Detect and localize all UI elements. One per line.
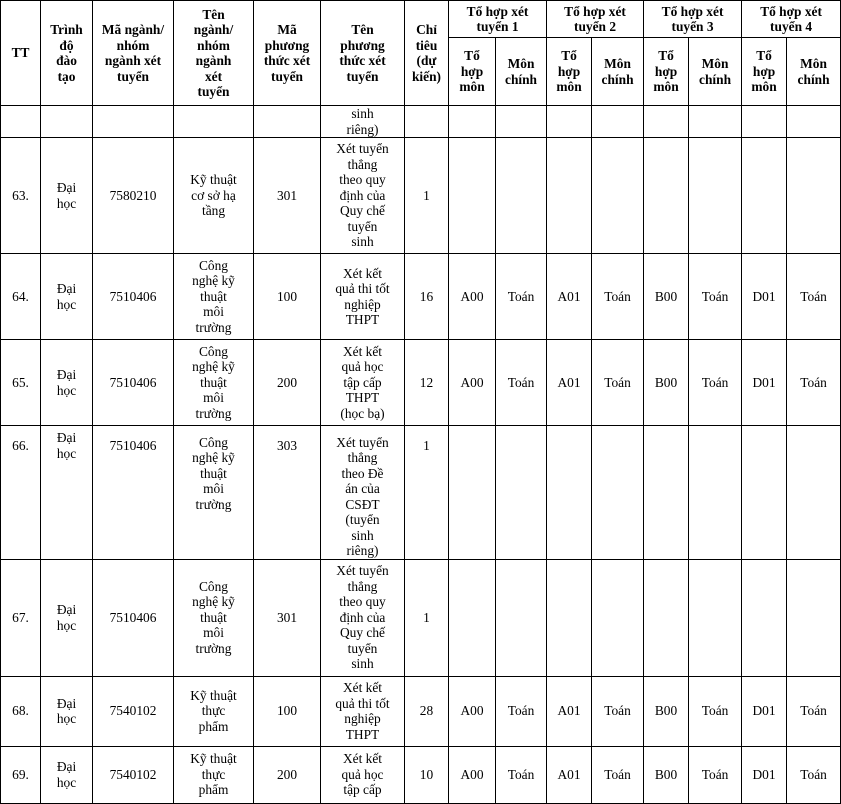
row-number xyxy=(1,254,41,340)
training-level xyxy=(41,676,93,746)
row-number xyxy=(1,340,41,426)
main-subject-3 xyxy=(689,676,742,746)
method-code xyxy=(254,106,321,138)
quota-text: 1 xyxy=(423,438,430,453)
main-subject-4 xyxy=(787,340,841,426)
combo-1 xyxy=(449,676,496,746)
major-code-text: 7540102 xyxy=(109,703,157,719)
header-mon-chinh: Môn chính xyxy=(689,38,742,106)
header-to-hop-2: Tổ hợp xét tuyển 2 xyxy=(547,1,644,38)
main-subject-3-text: Toán xyxy=(701,766,729,782)
training-level-text: Đại học xyxy=(56,695,77,726)
main-subject-1 xyxy=(496,254,547,340)
combo-3 xyxy=(644,676,689,746)
major-name-text: Công nghệ kỹ thuật môi trường xyxy=(192,257,235,335)
main-subject-1 xyxy=(496,106,547,138)
main-subject-4-text: Toán xyxy=(800,288,827,304)
main-subject-2-text: Toán xyxy=(604,703,631,719)
header-ma-nganh: Mã ngành/ nhóm ngành xét tuyển xyxy=(93,1,174,106)
combo-1 xyxy=(449,138,496,254)
main-subject-3 xyxy=(689,340,742,426)
combo-4-text: D01 xyxy=(752,766,776,782)
main-subject-1-text: Toán xyxy=(507,374,535,390)
training-level-text: Đại học xyxy=(56,759,77,790)
main-subject-1-text: Toán xyxy=(507,288,535,304)
table-header xyxy=(1,1,841,106)
main-subject-3 xyxy=(689,466,742,560)
method-code-text: 100 xyxy=(276,288,298,304)
table-row xyxy=(1,426,841,466)
main-subject-1 xyxy=(496,466,547,560)
combo-2 xyxy=(547,138,592,254)
major-code-text: 7510406 xyxy=(109,609,157,625)
method-name-text: Xét kết quả thi tốt nghiệp THPT xyxy=(335,265,390,327)
table-row xyxy=(1,559,841,676)
combo-3 xyxy=(644,426,689,466)
major-name xyxy=(174,254,254,340)
major-code xyxy=(93,676,174,746)
method-name-text: Xét kết quả học tập cấp THPT (học bạ) xyxy=(340,343,385,421)
quota-text: 12 xyxy=(419,374,434,390)
combo-1-text: A00 xyxy=(460,288,484,304)
method-code-text: 200 xyxy=(276,374,298,390)
quota xyxy=(405,138,449,254)
major-name-text: Công nghệ kỹ thuật môi trường xyxy=(192,343,235,421)
header-to-hop-1: Tổ hợp xét tuyển 1 xyxy=(449,1,547,38)
method-name xyxy=(321,746,405,803)
table-row xyxy=(1,676,841,746)
training-level-text: Đại học xyxy=(56,180,77,211)
combo-4-text: D01 xyxy=(752,703,776,719)
main-subject-4 xyxy=(787,746,841,803)
combo-1 xyxy=(449,746,496,803)
quota xyxy=(405,254,449,340)
row-number-text: 66. xyxy=(12,438,29,453)
major-name xyxy=(174,340,254,426)
major-name xyxy=(174,426,254,466)
major-name-text: Công nghệ kỹ thuật môi trường xyxy=(192,578,235,656)
major-name xyxy=(174,676,254,746)
combo-1-text: A00 xyxy=(460,374,484,390)
major-code-text: 7580210 xyxy=(109,187,157,203)
training-level-text: Đại học xyxy=(56,367,77,398)
row-number xyxy=(1,676,41,746)
training-level xyxy=(41,559,93,676)
method-name-text: theo Đề án của CSĐT (tuyển sinh riêng) xyxy=(341,465,384,558)
main-subject-1-text: Toán xyxy=(507,766,535,782)
method-code xyxy=(254,426,321,466)
main-subject-1 xyxy=(496,559,547,676)
main-subject-2 xyxy=(592,466,644,560)
main-subject-1 xyxy=(496,340,547,426)
method-name-text: Xét tuyển thẳng theo quy định của Quy chế tuyển sinh xyxy=(336,141,389,250)
method-name-text: Xét tuyển thẳng theo quy định của Quy chế tuyển sinh xyxy=(336,563,389,672)
table-row xyxy=(1,106,841,138)
row-number-text: 64. xyxy=(12,288,29,304)
main-subject-1 xyxy=(496,426,547,466)
training-level xyxy=(41,254,93,340)
combo-1 xyxy=(449,559,496,676)
quota xyxy=(405,676,449,746)
main-subject-4 xyxy=(787,106,841,138)
major-name-text: Kỹ thuật cơ sở hạ tầng xyxy=(190,172,237,219)
combo-3 xyxy=(644,254,689,340)
major-code-text: 7510406 xyxy=(109,374,157,390)
main-subject-3 xyxy=(689,138,742,254)
method-name-text: Xét kết quả thi tốt nghiệp THPT xyxy=(335,680,390,742)
major-name-text: Kỹ thuật thực phẩm xyxy=(190,687,237,734)
combo-3 xyxy=(644,340,689,426)
major-name-text: Kỹ thuật thực phẩm xyxy=(190,751,237,798)
main-subject-4-text: Toán xyxy=(800,703,827,719)
combo-4-text: D01 xyxy=(752,374,776,390)
header-ten-nganh: Tên ngành/ nhóm ngành xét tuyển xyxy=(174,1,254,106)
method-code-text: 200 xyxy=(276,766,298,782)
combo-2-text: A01 xyxy=(557,374,581,390)
combo-1 xyxy=(449,254,496,340)
method-code xyxy=(254,676,321,746)
major-name xyxy=(174,746,254,803)
row-number xyxy=(1,138,41,254)
combo-1 xyxy=(449,106,496,138)
method-name xyxy=(321,466,405,560)
training-level xyxy=(41,466,93,560)
training-level-text: Đại học xyxy=(56,281,77,312)
combo-1 xyxy=(449,426,496,466)
main-subject-3-text: Toán xyxy=(701,703,729,719)
combo-2 xyxy=(547,466,592,560)
method-code-text: 303 xyxy=(276,438,298,453)
major-code-text: 7510406 xyxy=(109,438,157,453)
quota xyxy=(405,340,449,426)
header-to-hop-mon: Tổ hợp môn xyxy=(644,38,689,106)
header-to-hop-4: Tổ hợp xét tuyển 4 xyxy=(742,1,841,38)
row-number-text: 63. xyxy=(12,187,29,203)
main-subject-4-text: Toán xyxy=(800,766,827,782)
row-number xyxy=(1,466,41,560)
major-code-text: 7510406 xyxy=(109,288,157,304)
main-subject-4 xyxy=(787,559,841,676)
combo-4 xyxy=(742,746,787,803)
combo-2 xyxy=(547,106,592,138)
quota xyxy=(405,559,449,676)
combo-2 xyxy=(547,340,592,426)
combo-4 xyxy=(742,138,787,254)
main-subject-2 xyxy=(592,559,644,676)
method-code xyxy=(254,559,321,676)
combo-2 xyxy=(547,254,592,340)
combo-1 xyxy=(449,466,496,560)
combo-2-text: A01 xyxy=(557,288,581,304)
combo-3-text: B00 xyxy=(654,766,678,782)
header-to-hop-mon: Tổ hợp môn xyxy=(547,38,592,106)
combo-2 xyxy=(547,676,592,746)
main-subject-2 xyxy=(592,426,644,466)
main-subject-1-text: Toán xyxy=(507,703,535,719)
combo-2-text: A01 xyxy=(557,766,581,782)
row-number-text: 67. xyxy=(12,609,29,625)
major-name xyxy=(174,466,254,560)
combo-4 xyxy=(742,254,787,340)
main-subject-4 xyxy=(787,426,841,466)
combo-4 xyxy=(742,559,787,676)
row-number-text: 65. xyxy=(12,374,29,390)
quota xyxy=(405,106,449,138)
combo-3 xyxy=(644,559,689,676)
main-subject-3 xyxy=(689,254,742,340)
main-subject-2 xyxy=(592,138,644,254)
major-code xyxy=(93,340,174,426)
header-tt: TT xyxy=(1,1,41,106)
main-subject-3 xyxy=(689,746,742,803)
combo-2 xyxy=(547,559,592,676)
main-subject-4 xyxy=(787,138,841,254)
method-name xyxy=(321,340,405,426)
main-subject-2 xyxy=(592,676,644,746)
row-number xyxy=(1,426,41,466)
main-subject-2-text: Toán xyxy=(604,288,631,304)
table-row xyxy=(1,254,841,340)
method-code xyxy=(254,138,321,254)
combo-4 xyxy=(742,676,787,746)
combo-4-text: D01 xyxy=(752,288,776,304)
main-subject-3 xyxy=(689,426,742,466)
quota xyxy=(405,426,449,466)
combo-3 xyxy=(644,746,689,803)
header-to-hop-mon: Tổ hợp môn xyxy=(742,38,787,106)
major-code xyxy=(93,106,174,138)
method-name-text: sinh riêng) xyxy=(346,106,379,137)
training-level-text: Đại học xyxy=(56,430,77,461)
row-number-text: 68. xyxy=(12,703,29,719)
quota-text: 1 xyxy=(423,187,430,203)
main-subject-3 xyxy=(689,106,742,138)
combo-1-text: A00 xyxy=(460,703,484,719)
method-code xyxy=(254,254,321,340)
training-level xyxy=(41,746,93,803)
combo-2 xyxy=(547,426,592,466)
combo-3-text: B00 xyxy=(654,374,678,390)
training-level-text: Đại học xyxy=(56,602,77,633)
combo-2-text: A01 xyxy=(557,703,581,719)
header-to-hop-3: Tổ hợp xét tuyển 3 xyxy=(644,1,742,38)
main-subject-3-text: Toán xyxy=(701,288,729,304)
header-mon-chinh: Môn chính xyxy=(496,38,547,106)
table-row xyxy=(1,138,841,254)
header-mon-chinh: Môn chính xyxy=(787,38,841,106)
table-row xyxy=(1,746,841,803)
major-code xyxy=(93,254,174,340)
main-subject-4 xyxy=(787,254,841,340)
method-name xyxy=(321,106,405,138)
header-ma-phuong-thuc: Mã phương thức xét tuyển xyxy=(254,1,321,106)
main-subject-2 xyxy=(592,254,644,340)
main-subject-2 xyxy=(592,746,644,803)
main-subject-1 xyxy=(496,746,547,803)
training-level xyxy=(41,138,93,254)
main-subject-3-text: Toán xyxy=(701,374,729,390)
header-to-hop-mon: Tổ hợp môn xyxy=(449,38,496,106)
training-level xyxy=(41,426,93,466)
training-level xyxy=(41,340,93,426)
header-trinh-do: Trình độ đào tạo xyxy=(41,1,93,106)
method-code-text: 301 xyxy=(276,187,298,203)
header-chi-tieu: Chỉ tiêu (dự kiến) xyxy=(405,1,449,106)
major-code xyxy=(93,559,174,676)
major-name xyxy=(174,138,254,254)
row-number xyxy=(1,106,41,138)
major-name-text: thuật môi trường xyxy=(195,465,232,512)
major-name xyxy=(174,106,254,138)
main-subject-4 xyxy=(787,466,841,560)
main-subject-3 xyxy=(689,559,742,676)
quota-text: 28 xyxy=(419,703,434,719)
main-subject-1 xyxy=(496,676,547,746)
major-code xyxy=(93,138,174,254)
combo-1 xyxy=(449,340,496,426)
training-level xyxy=(41,106,93,138)
combo-4 xyxy=(742,106,787,138)
method-code xyxy=(254,746,321,803)
combo-3 xyxy=(644,106,689,138)
method-code xyxy=(254,340,321,426)
major-code-text: 7540102 xyxy=(109,766,157,782)
combo-3 xyxy=(644,466,689,560)
main-subject-2-text: Toán xyxy=(604,766,631,782)
quota-text: 10 xyxy=(419,766,434,782)
quota xyxy=(405,466,449,560)
combo-1-text: A00 xyxy=(460,766,484,782)
method-name xyxy=(321,254,405,340)
method-code xyxy=(254,466,321,560)
row-number xyxy=(1,746,41,803)
method-name xyxy=(321,559,405,676)
method-name xyxy=(321,426,405,466)
combo-3-text: B00 xyxy=(654,703,678,719)
major-code xyxy=(93,426,174,466)
main-subject-4 xyxy=(787,676,841,746)
combo-4 xyxy=(742,466,787,560)
method-name-text: Xét tuyển thẳng xyxy=(336,434,389,465)
table-body xyxy=(1,106,841,804)
major-name-text: Công nghệ kỹ xyxy=(192,434,235,465)
main-subject-2 xyxy=(592,340,644,426)
row-number-text: 69. xyxy=(12,766,29,782)
table-row xyxy=(1,466,841,560)
method-code-text: 301 xyxy=(276,609,298,625)
header-mon-chinh: Môn chính xyxy=(592,38,644,106)
major-code xyxy=(93,746,174,803)
method-name-text: Xét kết quả học tập cấp xyxy=(341,751,384,798)
header-ten-phuong-thuc: Tên phương thức xét tuyển xyxy=(321,1,405,106)
quota xyxy=(405,746,449,803)
method-name xyxy=(321,676,405,746)
main-subject-1 xyxy=(496,138,547,254)
quota-text: 1 xyxy=(423,609,430,625)
method-name xyxy=(321,138,405,254)
major-code xyxy=(93,466,174,560)
combo-2 xyxy=(547,746,592,803)
combo-3 xyxy=(644,138,689,254)
row-number xyxy=(1,559,41,676)
combo-4 xyxy=(742,426,787,466)
table-row xyxy=(1,340,841,426)
main-subject-2-text: Toán xyxy=(604,374,631,390)
combo-3-text: B00 xyxy=(654,288,678,304)
quota-text: 16 xyxy=(419,288,434,304)
main-subject-2 xyxy=(592,106,644,138)
main-subject-4-text: Toán xyxy=(800,374,827,390)
major-name xyxy=(174,559,254,676)
combo-4 xyxy=(742,340,787,426)
method-code-text: 100 xyxy=(276,703,298,719)
